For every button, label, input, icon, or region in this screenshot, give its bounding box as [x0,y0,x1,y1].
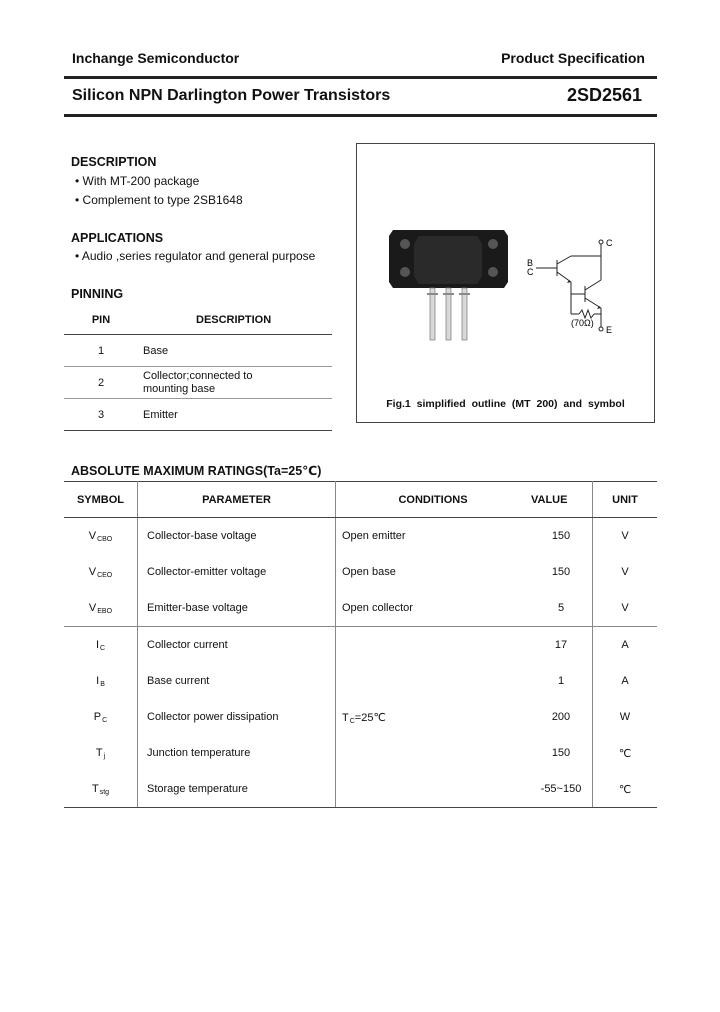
unit-cell: ℃ [618,747,632,760]
resistor-value: (70Ω) [571,318,594,328]
symbol-cell: Tstg [64,771,138,808]
applications-item: • Audio ,series regulator and general purpose [75,249,316,263]
pinning-table [64,305,332,431]
parameter-cell: Collector-base voltage [138,518,336,555]
header-rule-top [64,76,657,79]
table-row [64,367,332,399]
ratings-header-row [64,482,657,518]
table-row [64,735,657,771]
pin-desc-col-header: DESCRIPTION [138,305,332,335]
ratings-table [64,481,657,808]
conditions-col-header: CONDITIONS [336,482,531,518]
symbol-cell: VEBO [64,590,138,627]
symbol-cell: VCEO [64,554,138,590]
table-row [64,771,657,808]
parameter-cell: Base current [138,663,336,699]
unit-cell: ℃ [593,771,658,808]
unit-col-header: UNIT [593,482,658,518]
description-heading: DESCRIPTION [71,155,157,169]
conditions-cell: TC=25℃ [342,711,386,725]
parameter-col-header: PARAMETER [138,482,336,518]
description-item: • With MT-200 package [75,174,200,188]
pinning-heading: PINNING [71,287,124,301]
symbol-label-b: B [527,258,534,268]
figure-caption: Fig.1 simplified outline (MT 200) and symbol [386,398,625,410]
parameter-cell: Storage temperature [138,771,336,808]
pin-description: Collector;connected to mounting base [138,367,332,399]
parameter-cell: Collector-emitter voltage [138,554,336,590]
unit-cell: V [621,530,629,542]
symbol-cell: IC [64,627,138,664]
parameter-cell: Collector current [138,627,336,664]
unit-cell: A [621,639,629,651]
parameter-cell: Junction temperature [138,735,336,771]
pin-number: 1 [64,335,138,367]
parameter-cell: Collector power dissipation [138,699,336,735]
symbol-col-header: SYMBOL [64,482,138,518]
company-name: Inchange Semiconductor [72,50,240,66]
symbol-cell: Tj [64,735,138,771]
value-cell: 5 [530,590,593,627]
pin-number: 3 [64,399,138,431]
conditions-cell: Open emitter [342,530,406,542]
pin-number: 2 [64,367,138,399]
figure-box [356,143,655,423]
symbol-cell: IB [64,663,138,699]
pin-description: Base [138,335,332,367]
header-rule-bottom [64,114,657,117]
symbol-label-c-pin: C [527,267,534,277]
part-number: 2SD2561 [566,85,642,105]
table-row [64,663,657,699]
conditions-cell [336,735,531,771]
symbol-cell: VCBO [64,518,138,555]
conditions-cell [336,627,531,664]
symbol-label-e: E [606,325,613,335]
value-cell: 150 [530,518,593,555]
ratings-heading: ABSOLUTE MAXIMUM RATINGS(Ta=25℃) [71,464,322,478]
conditions-cell: Open base [342,566,396,578]
table-row [64,335,332,367]
value-cell: 200 [530,699,593,735]
pin-description: Emitter [138,399,332,431]
table-row [64,627,657,664]
unit-cell: A [621,675,629,687]
symbol-label-c: C [606,238,613,248]
table-row [64,554,657,590]
value-cell: -55~150 [530,771,593,808]
table-row [64,518,657,555]
spec-label: Product Specification [501,50,645,66]
value-cell: 1 [530,663,593,699]
unit-cell: V [621,566,629,578]
conditions-cell: Open collector [336,590,531,627]
document-title: Silicon NPN Darlington Power Transistors [72,87,391,104]
unit-cell: V [593,590,658,627]
table-row [64,590,657,627]
pin-col-header: PIN [64,305,138,335]
table-row [64,699,657,735]
value-cell: 150 [530,735,593,771]
darlington-symbol [357,144,654,394]
table-row [64,399,332,431]
parameter-cell: Emitter-base voltage [138,590,336,627]
description-item: • Complement to type 2SB1648 [75,193,243,207]
unit-cell: W [619,711,631,723]
applications-heading: APPLICATIONS [71,231,164,245]
conditions-cell [336,663,531,699]
value-cell: 17 [530,627,593,664]
symbol-cell: PC [64,699,138,735]
value-cell: 150 [530,554,593,590]
conditions-cell [336,771,531,808]
value-col-header: VALUE [530,482,593,518]
